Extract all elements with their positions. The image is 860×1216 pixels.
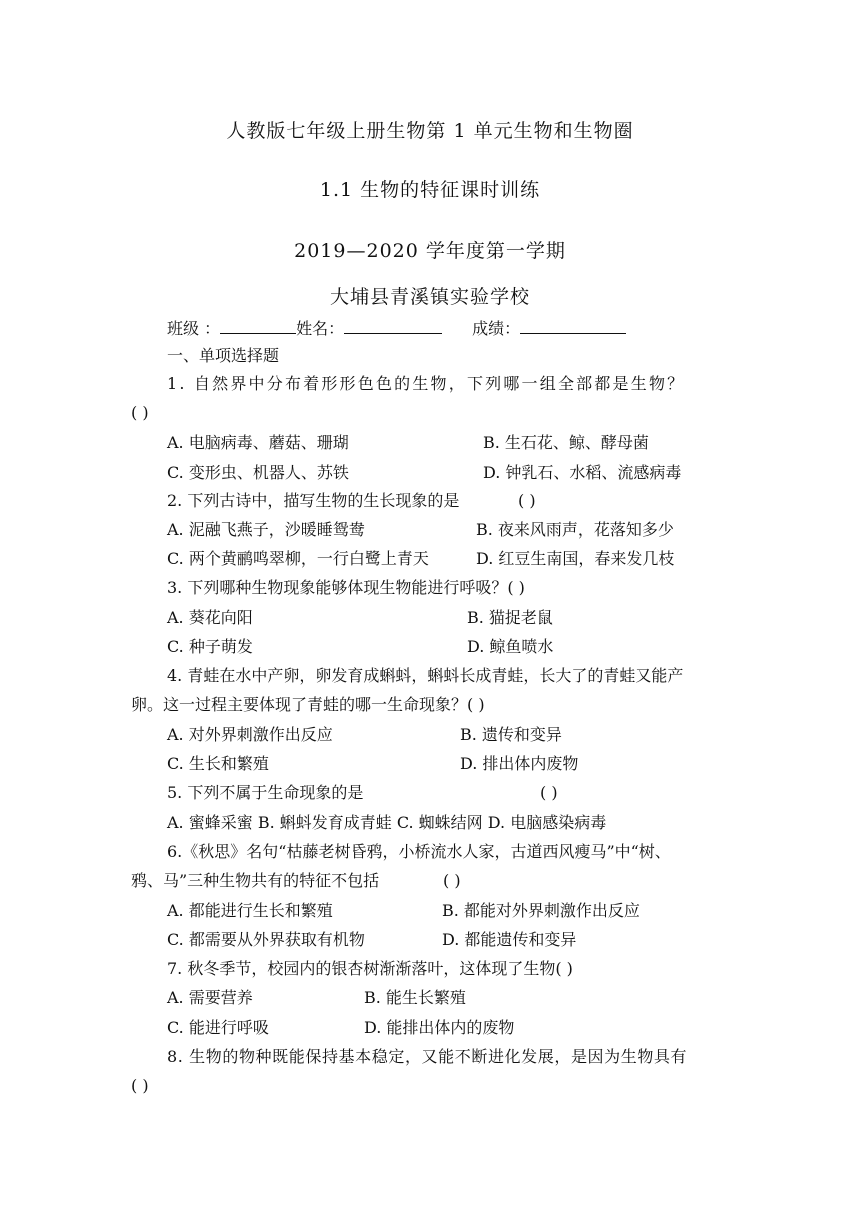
student-info-line (167, 318, 626, 340)
question-1-option-b: B. 生石花、鲸、酵母菌 (483, 433, 649, 452)
question-7-option-a: A. 需要营养 (167, 988, 253, 1007)
question-7-option-b: B. 能生长繁殖 (364, 988, 466, 1007)
question-1-option-a: A. 电脑病毒、蘑菇、珊瑚 (167, 433, 349, 452)
question-4-option-d: D. 排出体内废物 (460, 754, 579, 773)
question-6-option-b: B. 都能对外界刺激作出反应 (442, 901, 640, 920)
question-4-option-c: C. 生长和繁殖 (167, 754, 269, 773)
question-5-stem: 5. 下列不属于生命现象的是 (167, 783, 364, 802)
question-7-stem: 7. 秋冬季节，校园内的银杏树渐渐落叶，这体现了生物( ) (167, 959, 573, 978)
question-4-option-b: B. 遗传和变异 (460, 725, 562, 744)
question-2-option-c: C. 两个黄鹂鸣翠柳，一行白鹭上青天 (167, 549, 429, 568)
question-4-stem: 4. 青蛙在水中产卵，卵发育成蝌蚪，蝌蚪长成青蛙，长大了的青蛙又能产 (167, 666, 684, 685)
question-8-stem: 8. 生物的物种既能保持基本稳定，又能不断进化发展，是因为生物具有 (167, 1047, 688, 1066)
school-name: 大埔县青溪镇实验学校 (329, 286, 530, 308)
question-4-option-a: A. 对外界刺激作出反应 (167, 725, 333, 744)
question-6-option-a: A. 都能进行生长和繁殖 (167, 901, 333, 920)
name-blank[interactable] (344, 319, 442, 334)
question-6-option-c: C. 都需要从外界获取有机物 (167, 930, 365, 949)
question-6-paren: ( ) (443, 871, 461, 890)
question-6-option-d: D. 都能遗传和变异 (442, 930, 577, 949)
school-year: 2019—2020 学年度第一学期 (294, 240, 566, 262)
question-6-stem-cont: 鸦、马”三种生物共有的特征不包括 (131, 871, 380, 890)
question-2-stem: 2. 下列古诗中，描写生物的生长现象的是 (167, 491, 460, 510)
question-3-option-a: A. 葵花向阳 (167, 608, 253, 627)
question-2-option-b: B. 夜来风雨声，花落知多少 (476, 520, 674, 539)
lesson-title: 1.1 生物的特征课时训练 (319, 179, 541, 201)
class-label: 班级 ： (167, 319, 221, 338)
question-2-option-a: A. 泥融飞燕子，沙暖睡鸳鸯 (167, 520, 365, 539)
question-1-stem: 1. 自然界中分布着形形色色的生物，下列哪一组全部都是生物？ (167, 374, 686, 393)
question-6-stem: 6.《秋思》名句“枯藤老树昏鸦，小桥流水人家，古道西风瘦马”中“树、 (167, 842, 671, 861)
document-title: 人教版七年级上册生物第 1 单元生物和生物圈 (226, 120, 634, 142)
question-5-options: A. 蜜蜂采蜜 B. 蝌蚪发育成青蛙 C. 蜘蛛结网 D. 电脑感染病毒 (167, 813, 607, 832)
question-3-option-c: C. 种子萌发 (167, 637, 253, 656)
name-label: 姓名： (296, 319, 345, 338)
score-label: 成绩： (472, 319, 521, 338)
question-1-option-c: C. 变形虫、机器人、苏铁 (167, 463, 349, 482)
question-3-stem: 3. 下列哪种生物现象能够体现生物能进行呼吸？( ) (167, 578, 525, 597)
question-3-option-b: B. 猫捉老鼠 (467, 608, 553, 627)
question-7-option-c: C. 能进行呼吸 (167, 1018, 269, 1037)
class-blank[interactable] (220, 319, 296, 334)
question-1-option-d: D. 钟乳石、水稻、流感病毒 (483, 463, 682, 482)
question-8-paren: ( ) (131, 1076, 149, 1095)
question-1-paren: ( ) (131, 403, 149, 422)
question-7-option-d: D. 能排出体内的废物 (364, 1018, 515, 1037)
question-3-option-d: D. 鲸鱼喷水 (467, 637, 554, 656)
score-blank[interactable] (520, 319, 626, 334)
section-heading: 一、单项选择题 (167, 346, 280, 365)
question-2-paren: ( ) (518, 491, 536, 510)
question-2-option-d: D. 红豆生南国，春来发几枝 (476, 549, 675, 568)
question-4-stem-cont: 卵。这一过程主要体现了青蛙的哪一生命现象？( ) (131, 695, 485, 714)
question-5-paren: ( ) (540, 783, 558, 802)
